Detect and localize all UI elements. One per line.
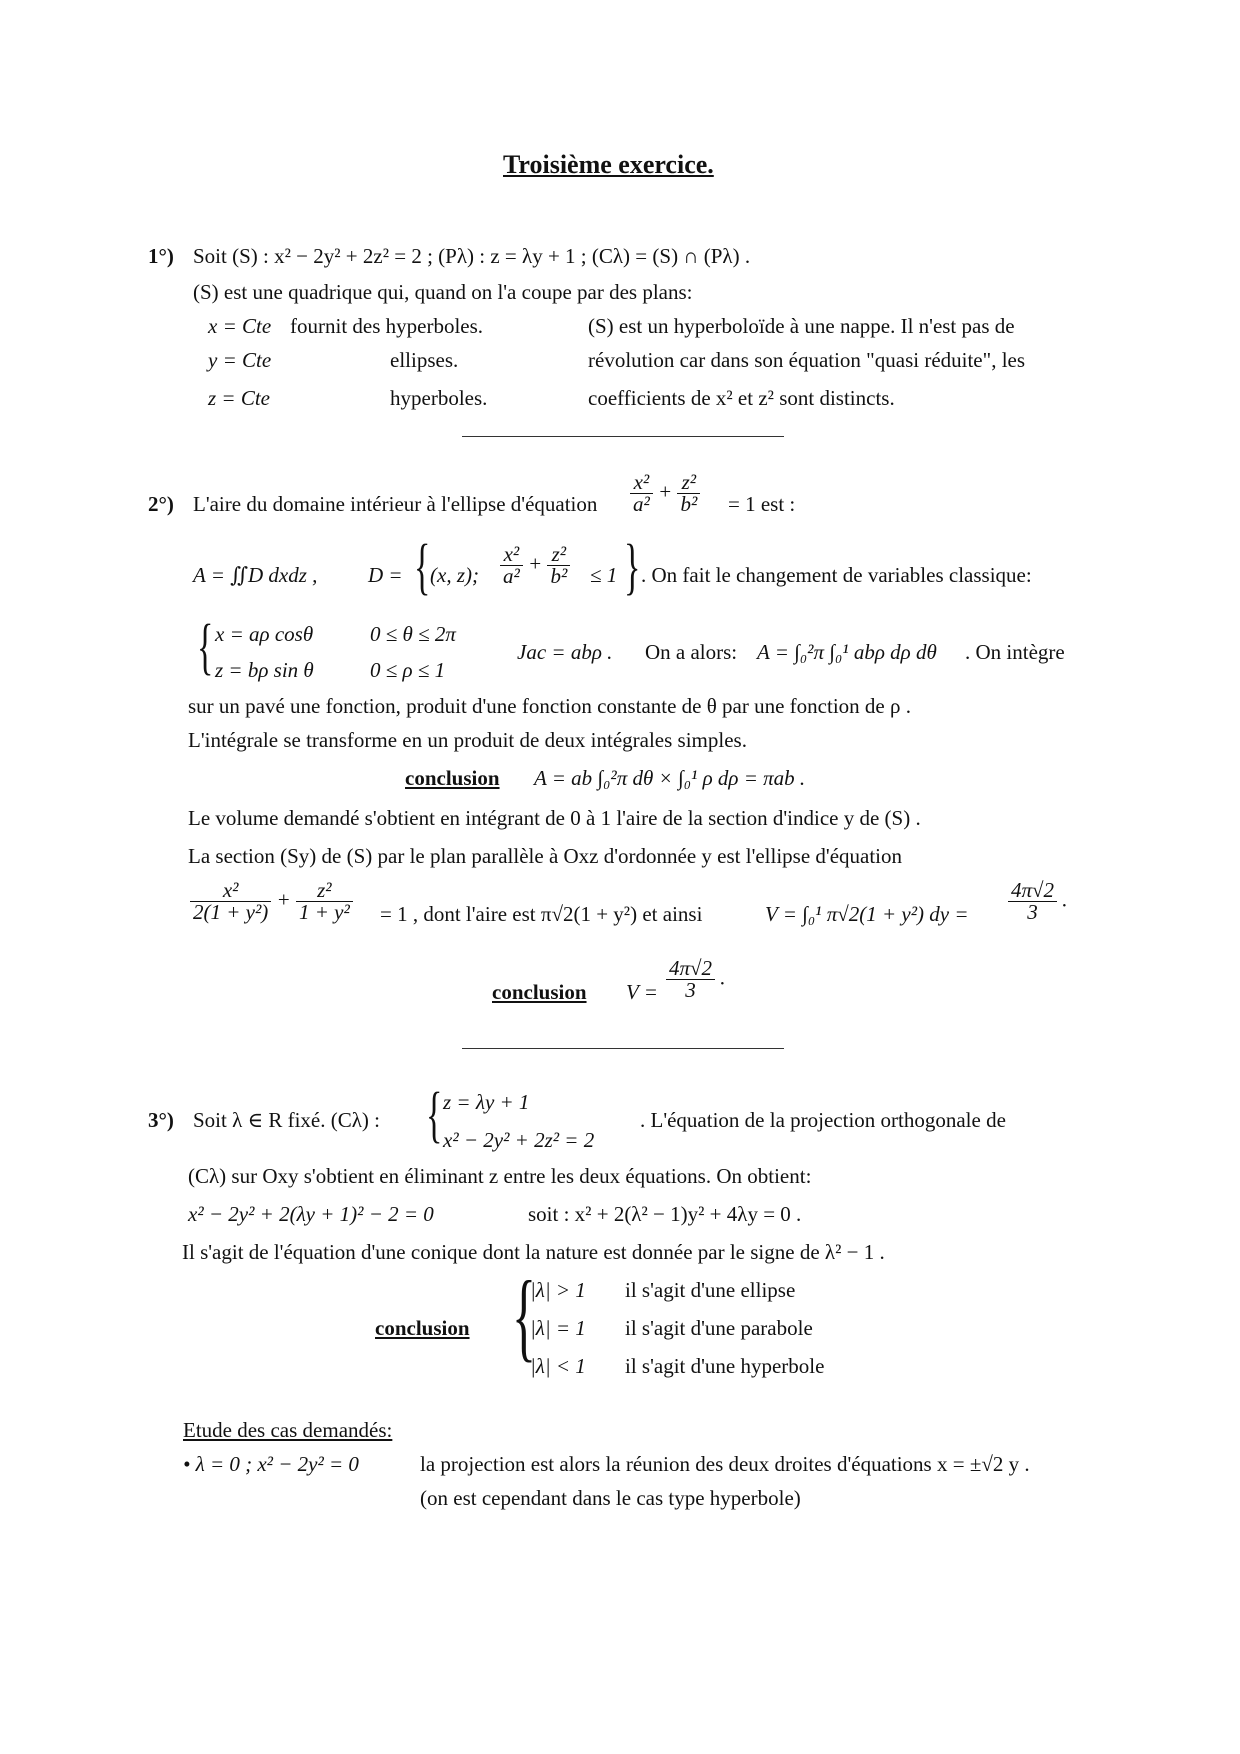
q2-line5: Le volume demandé s'obtient en intégrant de 0 à 1 l'aire de la section d'indice y de (S) . xyxy=(188,806,921,830)
q2-area-integral: A = ∫₀²π ∫₀¹ abρ dρ dθ xyxy=(757,640,937,664)
q2-domain-frac: $\frac{\text{x²}}{\text{a²}}$ + $\frac{\text{z²}}{\text{b²}}$ xyxy=(500,544,570,587)
q1-intro: Soit (S) : x² − 2y² + 2z² = 2 ; (Pλ) : z = λy + 1 ; (Cλ) = (S) ∩ (Pλ) . xyxy=(193,244,751,268)
q2-conclusion-num: 4π√2 xyxy=(666,958,715,980)
separator-2 xyxy=(462,1048,784,1049)
q2-conclusion-area: A = ab ∫₀²π dθ × ∫₀¹ ρ dρ = πab . xyxy=(534,766,806,790)
separator-1 xyxy=(462,436,784,437)
q2-line3: sur un pavé une fonction, produit d'une fonction constante de θ par une fonction de ρ . xyxy=(188,694,911,718)
q2-conclusion-label-1: conclusion xyxy=(405,766,500,790)
q1-row2-plane: y = Cte xyxy=(208,348,272,372)
q1-row1-plane: x = Cte xyxy=(208,314,272,338)
q2-section-ellipse-frac: $\frac{\text{x²}}{\text{2(1 + y²)}}$ + $\frac{\text{z²}}{\text{1 + y²}}$ xyxy=(190,880,353,923)
q2-line6: La section (Sy) de (S) par le plan parallèle à Oxz d'ordonnée y est l'ellipse d'équation xyxy=(188,844,903,868)
q2-jacobian: Jac = abρ . xyxy=(517,640,613,664)
q3-etude-heading: Etude des cas demandés: xyxy=(183,1418,393,1442)
q3-sys-2: x² − 2y² + 2z² = 2 xyxy=(443,1128,595,1152)
q2-ellipse-frac: $\frac{\text{x²}}{\text{a²}}$ + $\frac{\text{z²}}{\text{b²}}$ xyxy=(630,472,700,515)
q2-integre: . On intègre xyxy=(965,640,1065,664)
q2-change-text: . On fait le changement de variables classique: xyxy=(641,563,1032,587)
q3-number: 3°) xyxy=(148,1108,174,1132)
q3-bullet-note: (on est cependant dans le cas type hyperbole) xyxy=(420,1486,801,1510)
q3-bullet-text: la projection est alors la réunion des deux droites d'équations x = ±√2 y . xyxy=(420,1452,1030,1476)
q1-row3-text: hyperboles. xyxy=(390,386,488,410)
q2-sys-z: z = bρ sin θ xyxy=(215,658,314,682)
q3-line4: Il s'agit de l'équation d'une conique dont la nature est donnée par le signe de λ² − 1 . xyxy=(182,1240,885,1264)
q2-domain-left-brace: { xyxy=(414,533,431,601)
q2-conclusion-volume-label: V = xyxy=(626,980,658,1004)
q2-volume-den: 3 xyxy=(1027,900,1038,924)
q2-conclusion-den: 3 xyxy=(685,978,696,1002)
q1-row3-plane: z = Cte xyxy=(208,386,271,410)
q3-intro-end: . L'équation de la projection orthogonale de xyxy=(640,1108,1006,1132)
q1-side1: (S) est un hyperboloïde à une nappe. Il n'est pas de xyxy=(588,314,1015,338)
q1-side3: coefficients de x² et z² sont distincts. xyxy=(588,386,895,410)
q3-eq2: soit : x² + 2(λ² − 1)y² + 4λy = 0 . xyxy=(528,1202,802,1226)
q2-domain-right-brace: } xyxy=(624,533,641,601)
q3-case-1-cond: |λ| > 1 xyxy=(530,1278,586,1302)
q3-bullet-equation: • λ = 0 ; x² − 2y² = 0 xyxy=(183,1452,359,1476)
q2-sys-rho: 0 ≤ ρ ≤ 1 xyxy=(370,658,446,682)
q3-sys-1: z = λy + 1 xyxy=(443,1090,530,1114)
q3-case-3-text: il s'agit d'une hyperbole xyxy=(625,1354,825,1378)
q3-case-2-text: il s'agit d'une parabole xyxy=(625,1316,813,1340)
q1-number: 1°) xyxy=(148,244,174,268)
q3-system-brace: { xyxy=(426,1081,443,1149)
q1-row2-text: ellipses. xyxy=(390,348,459,372)
q1-side2: révolution car dans son équation "quasi réduite", les xyxy=(588,348,1026,372)
q3-case-2-cond: |λ| = 1 xyxy=(530,1316,586,1340)
q2-volume-num: 4π√2 xyxy=(1008,880,1057,902)
q2-volume-integral: V = ∫₀¹ π√2(1 + y²) dy = xyxy=(765,902,969,926)
q1-row1-text: fournit des hyperboles. xyxy=(290,314,484,338)
q2-sys-theta: 0 ≤ θ ≤ 2π xyxy=(370,622,456,646)
q2-intro-end: = 1 est : xyxy=(728,492,796,516)
q3-case-3-cond: |λ| < 1 xyxy=(530,1354,586,1378)
q2-number: 2°) xyxy=(148,492,174,516)
q2-conclusion-volume-value: $\frac{4\pi√2}{3}$ . xyxy=(666,958,726,1001)
q1-line2: (S) est une quadrique qui, quand on l'a coupe par des plans: xyxy=(193,280,693,304)
q3-eq1: x² − 2y² + 2(λy + 1)² − 2 = 0 xyxy=(188,1202,434,1226)
q2-system-brace: { xyxy=(197,613,214,681)
q3-case-1-text: il s'agit d'une ellipse xyxy=(625,1278,796,1302)
page-title: Troisième exercice. xyxy=(503,150,714,179)
q2-domain-ineq: ≤ 1 xyxy=(590,563,618,587)
q2-line4: L'intégrale se transforme en un produit de deux intégrales simples. xyxy=(188,728,747,752)
q2-volume-value: $\frac{4\pi√2}{3}$ . xyxy=(1008,880,1068,923)
q2-intro: L'aire du domaine intérieur à l'ellipse d'équation xyxy=(193,492,598,516)
q3-intro: Soit λ ∈ R fixé. (Cλ) : xyxy=(193,1108,380,1132)
q3-line2: (Cλ) sur Oxy s'obtient en éliminant z entre les deux équations. On obtient: xyxy=(188,1164,812,1188)
q2-sys-x: x = aρ cosθ xyxy=(215,622,314,646)
q2-conclusion-label-2: conclusion xyxy=(492,980,587,1004)
q3-cases-brace: { xyxy=(512,1260,536,1371)
q2-area-def: A = ∬D dxdz , xyxy=(193,563,318,587)
q2-alors: On a alors: xyxy=(645,640,738,664)
q2-domain-set: (x, z); xyxy=(430,563,479,587)
q2-section-mid: = 1 , dont l'aire est π√2(1 + y²) et ainsi xyxy=(380,902,703,926)
q3-conclusion-label: conclusion xyxy=(375,1316,470,1340)
q2-domain-label: D = xyxy=(368,563,403,587)
